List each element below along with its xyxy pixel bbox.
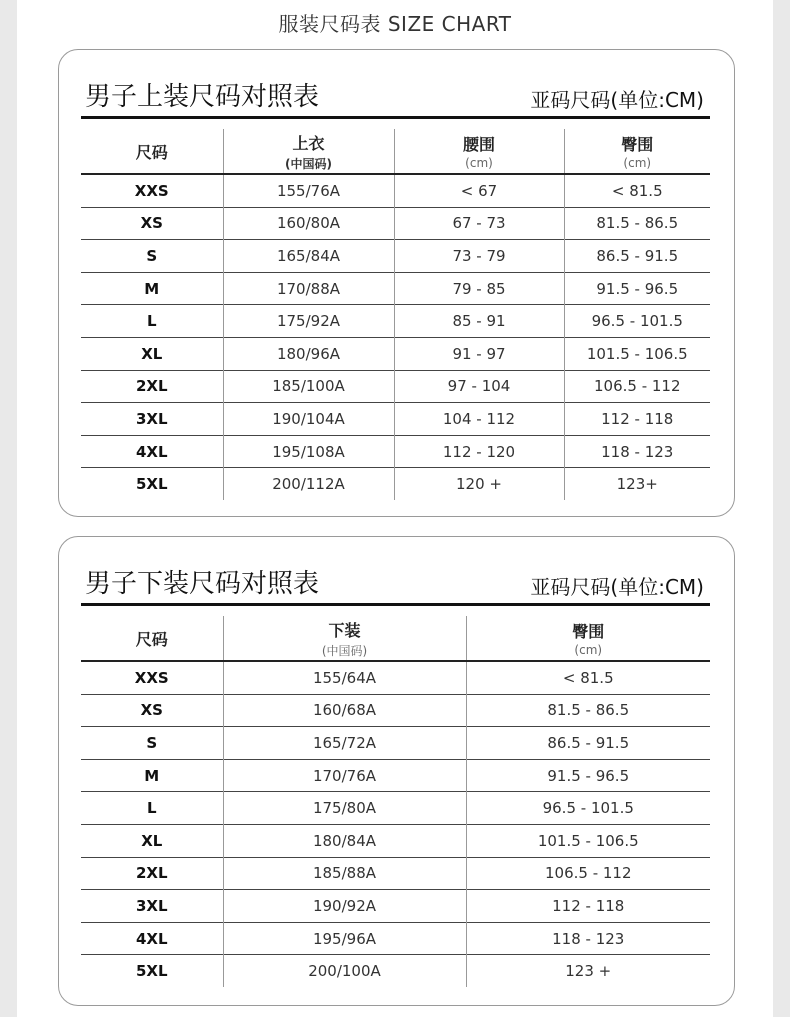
measurement-cell: 118 - 123 xyxy=(564,435,710,468)
table-row xyxy=(81,468,710,500)
measurement-cell: 160/68A xyxy=(223,694,466,727)
measurement-cell: 170/88A xyxy=(223,272,394,305)
measurement-cell: 123+ xyxy=(564,468,710,500)
size-cell: XXS xyxy=(134,668,169,687)
measurement-cell: 96.5 - 101.5 xyxy=(564,305,710,338)
measurement-cell: 106.5 - 112 xyxy=(564,370,710,403)
tops-unit-label: 亚码尺码(单位:CM) xyxy=(530,88,704,112)
measurement-cell: 86.5 - 91.5 xyxy=(466,727,710,760)
measurement-cell: 97 - 104 xyxy=(394,370,564,403)
table-header-row xyxy=(81,129,710,174)
header-top-cn-size: 上衣 (中国码) xyxy=(223,129,394,174)
measurement-cell: 106.5 - 112 xyxy=(466,857,710,890)
bottoms-size-table xyxy=(81,616,710,987)
measurement-cell: 91.5 - 96.5 xyxy=(564,272,710,305)
size-cell: M xyxy=(144,279,160,298)
measurement-cell: 81.5 - 86.5 xyxy=(564,207,710,240)
bottoms-unit-label: 亚码尺码(单位:CM) xyxy=(530,575,704,599)
size-cell: 5XL xyxy=(135,962,168,981)
table-row xyxy=(81,890,710,923)
measurement-cell: 175/92A xyxy=(223,305,394,338)
size-cell: 3XL xyxy=(135,409,168,428)
measurement-cell: < 81.5 xyxy=(466,661,710,694)
bottoms-title-rule xyxy=(81,603,710,606)
measurement-cell: 91.5 - 96.5 xyxy=(466,759,710,792)
measurement-cell: 155/76A xyxy=(223,174,394,207)
header-hip: 臀围 (cm) xyxy=(564,129,710,174)
measurement-cell: 195/96A xyxy=(223,922,466,955)
header-bottom-cn-size: 下装 (中国码) xyxy=(223,616,466,661)
tops-size-card xyxy=(58,49,735,517)
size-cell: 3XL xyxy=(135,896,168,915)
size-cell: 4XL xyxy=(135,929,168,948)
measurement-cell: < 81.5 xyxy=(564,174,710,207)
measurement-cell: 91 - 97 xyxy=(394,337,564,370)
header-hip: 臀围 (cm) xyxy=(466,616,710,661)
measurement-cell: 195/108A xyxy=(223,435,394,468)
table-row xyxy=(81,305,710,338)
measurement-cell: 180/84A xyxy=(223,824,466,857)
table-row xyxy=(81,857,710,890)
tops-size-table xyxy=(81,129,710,500)
table-row xyxy=(81,337,710,370)
size-cell: L xyxy=(146,799,157,818)
size-cell: XS xyxy=(140,701,163,720)
size-cell: L xyxy=(146,312,157,331)
size-cell: S xyxy=(146,733,158,752)
measurement-cell: 180/96A xyxy=(223,337,394,370)
measurement-cell: 101.5 - 106.5 xyxy=(466,824,710,857)
size-cell: S xyxy=(146,246,158,265)
table-row xyxy=(81,403,710,436)
measurement-cell: 67 - 73 xyxy=(394,207,564,240)
measurement-cell: 190/92A xyxy=(223,890,466,923)
table-row xyxy=(81,922,710,955)
table-row xyxy=(81,759,710,792)
tops-title-rule xyxy=(81,116,710,119)
size-cell: 4XL xyxy=(135,442,168,461)
header-waist: 腰围 (cm) xyxy=(394,129,564,174)
measurement-cell: 175/80A xyxy=(223,792,466,825)
table-row xyxy=(81,727,710,760)
measurement-cell: 190/104A xyxy=(223,403,394,436)
measurement-cell: 112 - 120 xyxy=(394,435,564,468)
right-side-strip xyxy=(773,0,790,1017)
header-size: 尺码 xyxy=(135,142,168,162)
tops-card-title: 男子上装尺码对照表 xyxy=(85,82,320,112)
measurement-cell: 96.5 - 101.5 xyxy=(466,792,710,825)
size-cell: XL xyxy=(141,831,163,850)
table-row xyxy=(81,435,710,468)
size-cell: 2XL xyxy=(135,377,168,396)
measurement-cell: 81.5 - 86.5 xyxy=(466,694,710,727)
measurement-cell: 118 - 123 xyxy=(466,922,710,955)
measurement-cell: 120 + xyxy=(394,468,564,500)
measurement-cell: 200/112A xyxy=(223,468,394,500)
measurement-cell: 185/88A xyxy=(223,857,466,890)
table-row xyxy=(81,661,710,694)
measurement-cell: 165/84A xyxy=(223,240,394,273)
measurement-cell: 73 - 79 xyxy=(394,240,564,273)
measurement-cell: 165/72A xyxy=(223,727,466,760)
table-row xyxy=(81,370,710,403)
measurement-cell: 112 - 118 xyxy=(466,890,710,923)
measurement-cell: < 67 xyxy=(394,174,564,207)
table-row xyxy=(81,207,710,240)
measurement-cell: 185/100A xyxy=(223,370,394,403)
measurement-cell: 170/76A xyxy=(223,759,466,792)
table-row xyxy=(81,792,710,825)
header-size: 尺码 xyxy=(135,629,168,649)
measurement-cell: 160/80A xyxy=(223,207,394,240)
bottoms-table-body xyxy=(81,661,710,987)
table-row xyxy=(81,174,710,207)
measurement-cell: 112 - 118 xyxy=(564,403,710,436)
table-row xyxy=(81,955,710,987)
measurement-cell: 155/64A xyxy=(223,661,466,694)
table-row xyxy=(81,694,710,727)
size-cell: XXS xyxy=(134,181,169,200)
size-cell: M xyxy=(144,766,160,785)
measurement-cell: 200/100A xyxy=(223,955,466,987)
measurement-cell: 86.5 - 91.5 xyxy=(564,240,710,273)
measurement-cell: 79 - 85 xyxy=(394,272,564,305)
table-row xyxy=(81,272,710,305)
size-cell: XL xyxy=(141,344,163,363)
size-cell: 5XL xyxy=(135,475,168,494)
table-header-row xyxy=(81,616,710,661)
page-title: 服装尺码表 SIZE CHART xyxy=(278,12,512,36)
table-row xyxy=(81,824,710,857)
tops-table-body xyxy=(81,174,710,500)
table-row xyxy=(81,240,710,273)
size-cell: 2XL xyxy=(135,864,168,883)
bottoms-card-title: 男子下装尺码对照表 xyxy=(85,569,320,599)
size-cell: XS xyxy=(140,214,163,233)
measurement-cell: 104 - 112 xyxy=(394,403,564,436)
left-side-strip xyxy=(0,0,17,1017)
bottoms-size-card xyxy=(58,536,735,1006)
measurement-cell: 123 + xyxy=(466,955,710,987)
measurement-cell: 101.5 - 106.5 xyxy=(564,337,710,370)
measurement-cell: 85 - 91 xyxy=(394,305,564,338)
